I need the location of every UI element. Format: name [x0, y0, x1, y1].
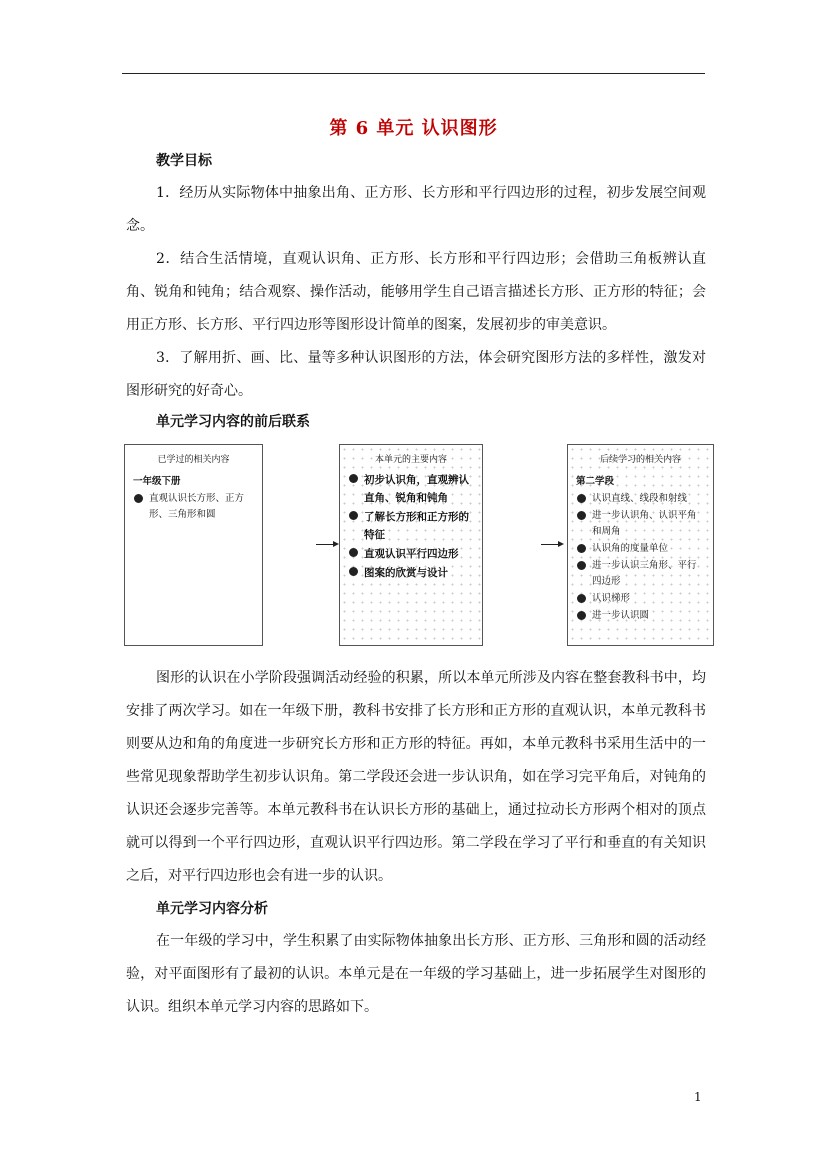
bullet-dot-icon	[349, 511, 358, 520]
bullet-dot-icon	[577, 594, 586, 603]
bullet-item: 认识直线、线段和射线	[568, 491, 713, 507]
box-future-content	[567, 444, 714, 646]
header-rule	[122, 73, 705, 74]
heading-unit-relations: 单元学习内容的前后联系	[156, 414, 310, 430]
stage-label-previous: 一年级下册	[133, 476, 181, 487]
stage-label-future: 第二学段	[576, 476, 615, 487]
bullet-item: 初步认识角，直观辨认直角、锐角和钝角	[340, 471, 482, 507]
heading-teaching-goals: 教学目标	[156, 153, 212, 169]
analysis-paragraph: 在一年级的学习中，学生积累了由实际物体抽象出长方形、正方形、三角形和圆的活动经验，对平面图形有了最初的认识。本单元是在一年级的学习基础上，进一步拓展学生对图形的认识。组织本单元学习内容的思路如下。	[126, 933, 706, 1015]
bullet-dot-icon	[577, 494, 586, 503]
bullet-item: 进一步认识三角形、平行四边形	[568, 558, 713, 590]
page-number: 1	[694, 1090, 702, 1104]
box-title-future: 后续学习的相关内容	[599, 455, 681, 465]
bullet-item: 认识梯形	[568, 591, 713, 607]
box-title-main: 本单元的主要内容	[374, 455, 447, 465]
arrow-right-icon	[541, 544, 559, 545]
bullet-dot-icon	[577, 511, 586, 520]
bullet-dot-icon	[349, 548, 358, 557]
relations-paragraph: 图形的认识在小学阶段强调活动经验的积累，所以本单元所涉及内容在整套教科书中，均安排了两次学习。如在一年级下册，教科书安排了长方形和正方形的直观认识，本单元教科书则要从边和角的角度进一步研究长方形和正方形的特征。再如，本单元教科书采用生活中的一些常见现象帮助学生初步认识角。第二学段还会进一步认识角，如在学习完平角后，对钝角的认识还会逐步完善等。本单元教科书在认识长方形的基础上，通过拉动长方形两个相对的顶点就可以得到一个平行四边形，直观认识平行四边形。第二学段在学习了平行和垂直的有关知识之后，对平行四边形也会有进一步的认识。	[126, 670, 706, 884]
heading-unit-analysis: 单元学习内容分析	[156, 901, 268, 917]
bullet-item: 直观认识平行四边形	[340, 545, 482, 563]
bullet-dot-icon	[577, 544, 586, 553]
bullet-item: 认识角的度量单位	[568, 541, 713, 557]
bullet-dot-icon	[349, 474, 358, 483]
goal-item-1: 1．经历从实际物体中抽象出角、正方形、长方形和平行四边形的过程，初步发展空间观念。	[126, 185, 706, 234]
bullet-dot-icon	[134, 494, 143, 503]
box-title-previous: 已学过的相关内容	[157, 455, 230, 465]
goal-item-2: 2．结合生活情境，直观认识角、正方形、长方形和平行四边形；会借助三角板辨认直角、锐角和钝角；结合观察、操作活动，能够用学生自己语言描述长方形、正方形的特征；会用正方形、长方形、平行四边形等图形设计简单的图案，发展初步的审美意识。	[126, 251, 706, 333]
page-title: 第 6 单元 认识图形	[329, 118, 498, 139]
bullet-dot-icon	[577, 561, 586, 570]
bullet-item: 直观认识长方形、正方形、三角形和圆	[125, 491, 262, 523]
arrow-right-icon	[316, 544, 334, 545]
goal-item-3: 3．了解用折、画、比、量等多种认识图形的方法，体会研究图形方法的多样性，激发对图形研究的好奇心。	[126, 350, 706, 399]
box-previous-content	[124, 444, 263, 646]
bullet-item: 图案的欣赏与设计	[340, 564, 482, 582]
bullet-item: 了解长方形和正方形的特征	[340, 508, 482, 544]
box-unit-main-content	[339, 444, 483, 646]
bullet-item: 进一步认识圆	[568, 608, 713, 624]
bullet-dot-icon	[577, 611, 586, 620]
bullet-item: 进一步认识角、认识平角和周角	[568, 508, 713, 540]
bullet-dot-icon	[349, 567, 358, 576]
